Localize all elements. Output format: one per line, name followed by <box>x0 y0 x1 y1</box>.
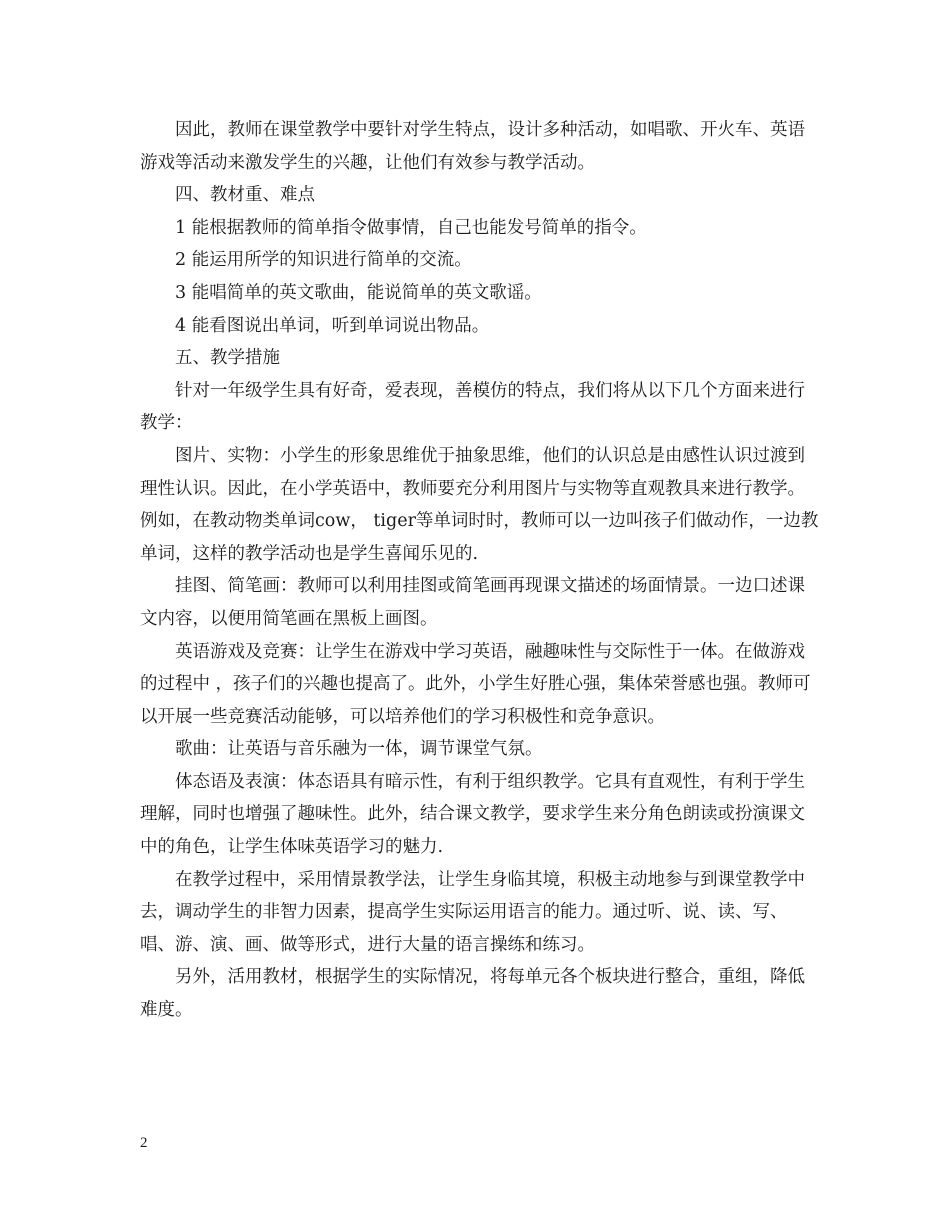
paragraph-songs: 歌曲：让英语与音乐融为一体，调节课堂气氛。 <box>175 739 543 760</box>
list-item-point-2: 2 能运用所学的知识进行简单的交流。 <box>175 250 472 271</box>
paragraph-wall-charts: 挂图、简笔画：教师可以利用挂图或简笔画再现课文描述的场面情景。一边口述课文内容，以便用简笔画在黑板上画图。 <box>140 576 805 629</box>
document-body <box>140 114 820 1027</box>
list-item-point-4: 4 能看图说出单词，听到单词说出物品。 <box>175 315 490 336</box>
section-heading-key-points: 四、教材重、难点 <box>175 185 315 206</box>
list-item-point-1: 1 能根据教师的简单指令做事情，自己也能发号简单的指令。 <box>175 217 647 238</box>
list-item-point-3: 3 能唱简单的英文歌曲，能说简单的英文歌谣。 <box>175 282 542 303</box>
page-number: 2 <box>140 1135 148 1151</box>
paragraph-body-language: 体态语及表演：体态语具有暗示性，有利于组织教学。它具有直观性，有利于学生理解，同时也增强了趣味性。此外，结合课文教学，要求学生来分角色朗读或扮演课文中的角色，让学生体味英语学习的魅力. <box>140 771 805 858</box>
section-heading-teaching-measures: 五、教学措施 <box>175 348 280 369</box>
paragraph-flexible-materials: 另外，活用教材，根据学生的实际情况，将每单元各个板块进行整合，重组，降低难度。 <box>140 967 805 1021</box>
paragraph-intro-activities: 因此，教师在课堂教学中要针对学生特点，设计多种活动，如唱歌、开火车、英语游戏等活动来激发学生的兴趣，让他们有效参与教学活动。 <box>140 120 805 173</box>
paragraph-pictures-objects: 图片、实物：小学生的形象思维优于抽象思维，他们的认识总是由感性认识过渡到理性认识。因此，在小学英语中，教师要充分利用图片与实物等直观教具来进行教学。例如，在教动物类单词cow， tiger等单词时时，教师可以一边叫孩子们做动作，一边教单词，这样的教学活动也是学生喜闻乐见的. <box>140 445 819 564</box>
paragraph-situational-teaching: 在教学过程中，采用情景教学法，让学生身临其境，积极主动地参与到课堂教学中去，调动学生的非智力因素，提高学生实际运用语言的能力。通过听、说、读、写、唱、游、演、画、做等形式，进行大量的语言操练和练习。 <box>140 869 805 955</box>
paragraph-measures-intro: 针对一年级学生具有好奇，爱表现，善模仿的特点，我们将从以下几个方面来进行教学： <box>140 380 805 434</box>
paragraph-games-contests: 英语游戏及竞赛：让学生在游戏中学习英语，融趣味性与交际性于一体。在做游戏的过程中 ，孩子们的兴趣也提高了。此外，小学生好胜心强，集体荣誉感也强。教师可以开展一些竞赛活动能够，可以培养他们的学习积极性和竞争意识。 <box>140 641 811 727</box>
